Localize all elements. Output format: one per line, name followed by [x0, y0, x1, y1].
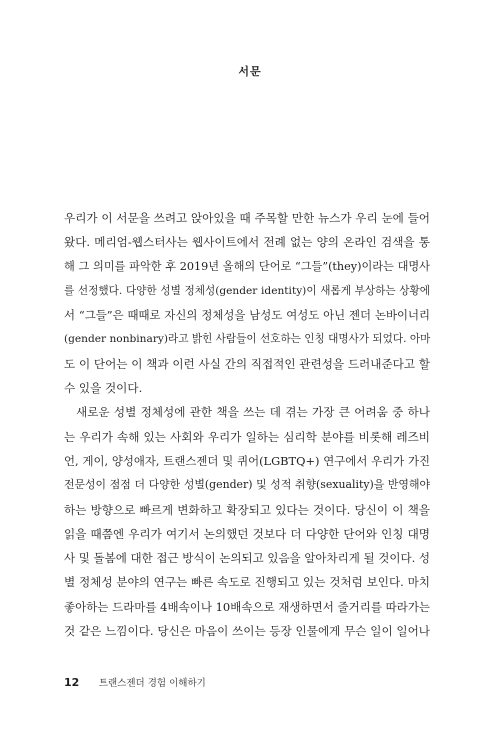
text-line: 도 이 단어는 이 책과 이런 사실 간의 직접적인 관련성을 드러내준다고 할 — [64, 356, 430, 371]
text-line: 읽을 때쯤엔 우리가 여기서 논의했던 것보다 더 다양한 단어와 인칭 대명 — [64, 526, 430, 541]
text-line: 수 있을 것이다. — [64, 381, 143, 396]
text-line: (gender nonbinary)라고 밝힌 사람들이 선호하는 인칭 대명사가 되었다. 아마 — [64, 333, 431, 346]
text-line: 우리가 이 서문을 쓰려고 앉아있을 때 주목할 만한 뉴스가 우리 눈에 들어 — [64, 211, 430, 225]
page-footer — [64, 675, 206, 689]
chapter-heading: 서문 — [238, 65, 262, 78]
text-line: 별 정체성 분야의 연구는 빠른 속도로 진행되고 있는 것처럼 보인다. 마치 — [64, 575, 430, 590]
text-line: 좋아하는 드라마를 4배속이나 10배속으로 재생하면서 줄거리를 따라가는 — [64, 599, 431, 614]
text-line: 해 그 의미를 파악한 후 2019년 올해의 단어로 “그들”(they)이라는 대명사 — [64, 259, 430, 273]
paragraph-2 — [64, 400, 430, 643]
text-line: 는 우리가 속해 있는 사회와 우리가 일하는 심리학 분야를 비롯해 레즈비 — [64, 429, 430, 444]
text-line: 하는 방향으로 빠르게 변화하고 확장되고 있다는 것이다. 당신이 이 책을 — [64, 502, 430, 517]
paragraph-1 — [64, 206, 430, 400]
page-number: 12 — [64, 676, 80, 689]
text-line: 왔다. 메리엄-웹스터사는 웹사이트에서 전례 없는 양의 온라인 검색을 통 — [64, 235, 430, 250]
text-line: 전문성이 점점 더 다양한 성별(gender) 및 성적 취향(sexuality)을 반영해야 — [64, 478, 430, 492]
running-title: 트랜스젠더 경험 이해하기 — [98, 678, 206, 689]
body-text — [64, 206, 430, 643]
text-line: 서 “그들”은 때때로 자신의 정체성을 남성도 여성도 아닌 젠더 논바이너리 — [64, 308, 430, 323]
text-line: 사 및 돌봄에 대한 접근 방식이 논의되고 있음을 알아차리게 될 것이다. 성 — [64, 551, 431, 566]
text-line: 를 선정했다. 다양한 성별 정체성(gender identity)이 새롭게 부상하는 상황에 — [64, 284, 430, 297]
text-line: 것 같은 느낌이다. 당신은 마음이 쓰이는 등장 인물에게 무슨 일이 일어나 — [64, 624, 430, 639]
text-line: 새로운 성별 정체성에 관한 책을 쓰는 데 겪는 가장 큰 어려움 중 하나 — [76, 405, 430, 420]
text-line: 언, 게이, 양성애자, 트랜스젠더 및 퀴어(LGBTQ+) 연구에서 우리가 가진 — [64, 453, 430, 468]
